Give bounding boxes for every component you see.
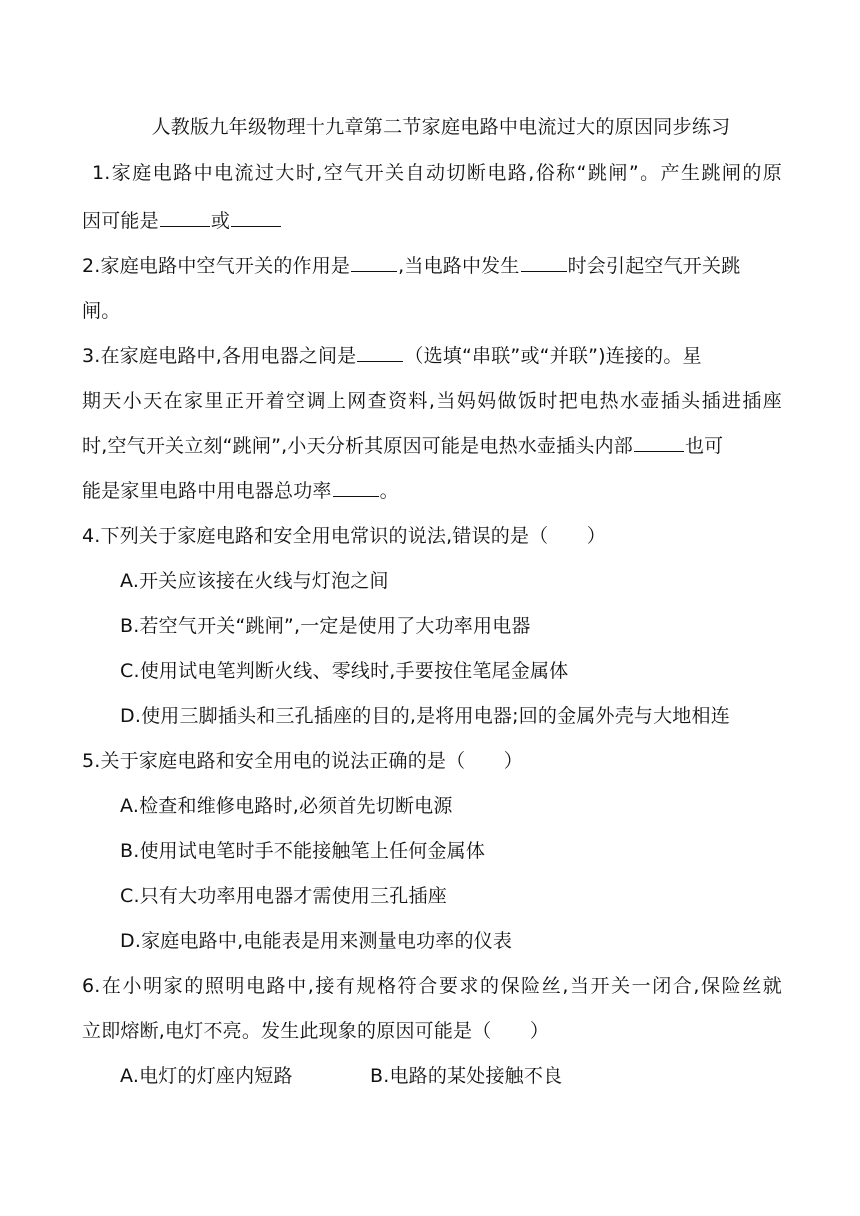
q4-option-a: A.开关应该接在火线与灯泡之间 <box>120 570 389 592</box>
q1-text: 或 <box>210 210 231 232</box>
q3-line-2: 期天小天在家里正开着空调上网查资料,当妈妈做饭时把电热水壶插头插进插座 <box>82 390 782 412</box>
answer-blank <box>231 208 281 227</box>
answer-blank <box>160 208 210 227</box>
q3-line-3 <box>82 432 782 460</box>
answer-blank <box>521 253 567 272</box>
q3-text: 。 <box>379 480 399 502</box>
q5-option-b: B.使用试电笔时手不能接触笔上任何金属体 <box>120 840 486 862</box>
q6-line-1: 6.在小明家的照明电路中,接有规格符合要求的保险丝,当开关一闭合,保险丝就 <box>82 975 782 997</box>
answer-blank <box>357 343 403 362</box>
q3-line-1 <box>82 342 782 370</box>
q5-option-a: A.检查和维修电路时,必须首先切断电源 <box>120 795 453 817</box>
q5-stem: 5.关于家庭电路和安全用电的说法正确的是（ ） <box>82 750 523 772</box>
q5-option-c: C.只有大功率用电器才需使用三孔插座 <box>120 885 447 907</box>
q2-line-1 <box>82 252 782 280</box>
q5-option-d: D.家庭电路中,电能表是用来测量电功率的仪表 <box>120 930 513 952</box>
q4-stem: 4.下列关于家庭电路和安全用电常识的说法,错误的是（ ） <box>82 525 606 547</box>
q2-line-2: 闸。 <box>82 300 121 322</box>
q4-option-d: D.使用三脚插头和三孔插座的目的,是将用电器;回的金属外壳与大地相连 <box>120 705 730 727</box>
q3-text: 3.在家庭电路中,各用电器之间是 <box>82 345 357 367</box>
q4-option-b: B.若空气开关“跳闸”,一定是使用了大功率用电器 <box>120 615 531 637</box>
q2-text: 时会引起空气开关跳 <box>567 255 741 277</box>
q2-text: ,当电路中发生 <box>398 255 520 277</box>
q4-option-c: C.使用试电笔判断火线、零线时,手要按住笔尾金属体 <box>120 660 569 682</box>
answer-blank <box>634 433 684 452</box>
q3-text: （选填“串联”或“并联”)连接的。星 <box>404 345 702 367</box>
q6-option-a: A.电灯的灯座内短路 <box>120 1065 293 1087</box>
answer-blank <box>333 478 379 497</box>
q3-text: 也可 <box>684 435 724 457</box>
q1-text: 因可能是 <box>82 210 159 232</box>
q3-text: 时,空气开关立刻“跳闸”,小天分析其原因可能是电热水壶插头内部 <box>82 435 633 457</box>
document-title: 人教版九年级物理十九章第二节家庭电路中电流过大的原因同步练习 <box>151 116 731 138</box>
q2-text: 2.家庭电路中空气开关的作用是 <box>82 255 351 277</box>
answer-blank <box>351 253 397 272</box>
q3-text: 能是家里电路中用电器总功率 <box>82 480 332 502</box>
q1-line-2 <box>82 207 782 235</box>
q6-option-b: B.电路的某处接触不良 <box>370 1065 563 1087</box>
q6-line-2: 立即熔断,电灯不亮。发生此现象的原因可能是（ ） <box>82 1020 550 1042</box>
q1-line-1: 1.家庭电路中电流过大时,空气开关自动切断电路,俗称“跳闸”。产生跳闸的原 <box>92 162 782 184</box>
q3-line-4 <box>82 477 782 505</box>
